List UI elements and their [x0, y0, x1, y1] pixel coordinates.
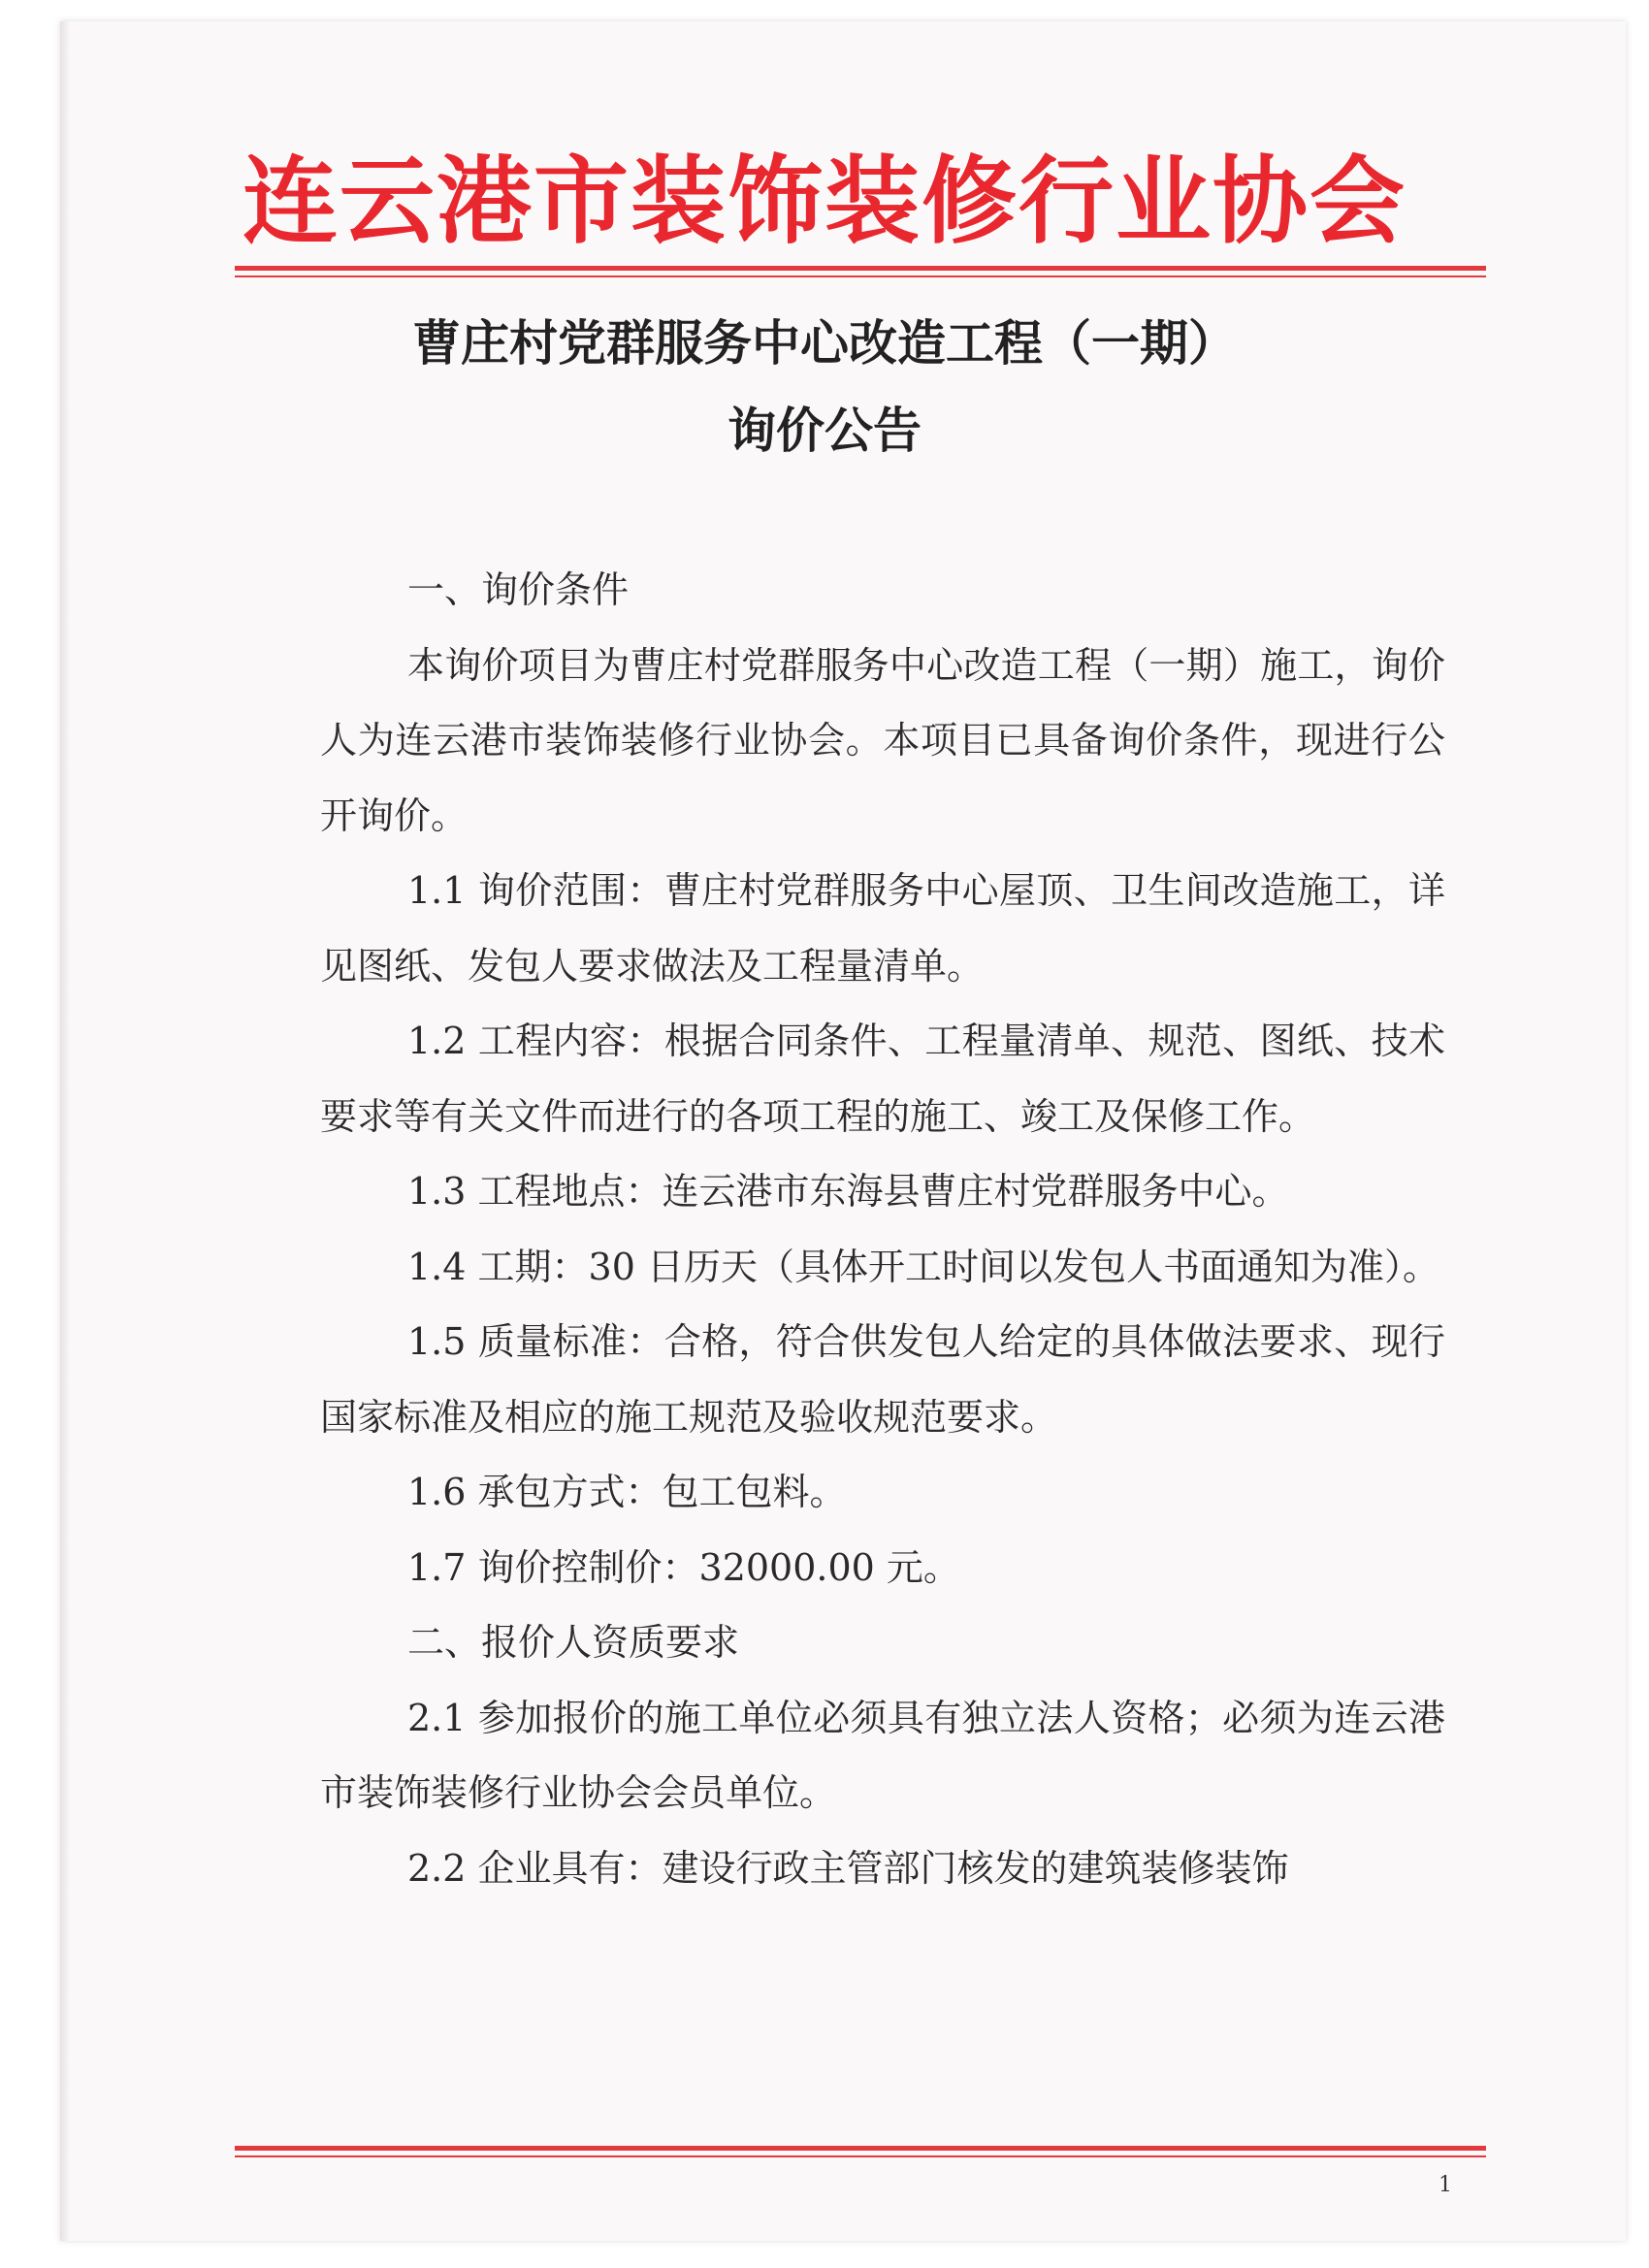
rule-thick-line [235, 2146, 1486, 2151]
clause-1-2-content: 1.2 工程内容：根据合同条件、工程量清单、规范、图纸、技术要求等有关文件而进行的各项工程的施工、竣工及保修工作。 [320, 1020, 1445, 1138]
clause-1-6-contract-mode: 1.6 承包方式：包工包料。 [407, 1471, 847, 1513]
section-heading-inquiry-conditions: 一、询价条件 [407, 568, 630, 611]
letterhead-org-name: 连云港市装饰装修行业协会 [242, 146, 1406, 257]
document-title-line-2: 询价公告 [728, 403, 922, 459]
clause-2-1-legal-entity: 2.1 参加报价的施工单位必须具有独立法人资格；必须为连云港市装饰装修行业协会会员单位。 [320, 1696, 1445, 1814]
rule-thin-line [235, 2155, 1486, 2157]
letterhead-red-rule [235, 266, 1486, 277]
paragraph-project-intro: 本询价项目为曹庄村党群服务中心改造工程（一期）施工，询价人为连云港市装饰装修行业协会。本项目已具备询价条件，现进行公开询价。 [320, 643, 1445, 837]
rule-thin-line [235, 275, 1486, 277]
section-heading-bidder-qualifications: 二、报价人资质要求 [407, 1621, 740, 1664]
clause-1-4-duration: 1.4 工期：30 日历天（具体开工时间以发包人书面通知为准）。 [407, 1245, 1439, 1288]
document-title-line-1: 曹庄村党群服务中心改造工程（一期） [412, 315, 1237, 372]
clause-1-7-price-cap: 1.7 询价控制价：32000.00 元。 [407, 1545, 960, 1589]
clause-1-3-location: 1.3 工程地点：连云港市东海县曹庄村党群服务中心。 [407, 1170, 1289, 1213]
clause-2-2-enterprise: 2.2 企业具有：建设行政主管部门核发的建筑装修装饰 [407, 1846, 1289, 1890]
clause-1-5-quality: 1.5 质量标准：合格，符合供发包人给定的具体做法要求、现行国家标准及相应的施工规范及验收规范要求。 [320, 1320, 1445, 1439]
footer-red-rule [235, 2146, 1486, 2157]
document-body [320, 553, 1445, 1906]
clause-1-1-scope: 1.1 询价范围：曹庄村党群服务中心屋顶、卫生间改造施工，详见图纸、发包人要求做法及工程量清单。 [320, 869, 1445, 988]
rule-thick-line [235, 266, 1486, 271]
page-number: 1 [1439, 2173, 1452, 2197]
